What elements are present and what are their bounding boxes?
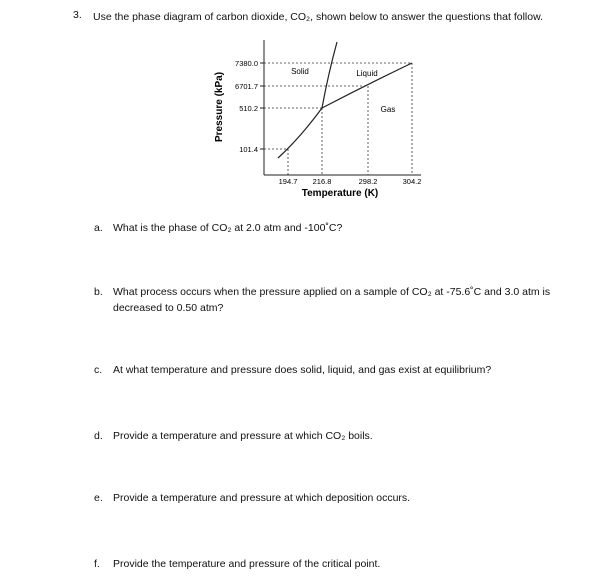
y-axis-title: Pressure (kPa) [214, 71, 225, 143]
subquestion-letter: b. [94, 286, 103, 298]
x-tick-label: 216.8 [312, 177, 332, 186]
x-tick-label: 304.2 [402, 177, 422, 186]
subquestion-text: Provide the temperature and pressure of the critical point. [113, 558, 381, 570]
region-label-gas: Gas [380, 105, 396, 114]
subquestion-text: What is the phase of CO₂ at 2.0 atm and -100˚C? [113, 222, 343, 234]
question-number: 3. [73, 9, 82, 21]
subquestion-text: Provide a temperature and pressure at which CO₂ boils. [113, 430, 373, 442]
subquestion-letter: e. [94, 492, 103, 504]
subquestion-text: What process occurs when the pressure applied on a sample of CO₂ at -75.6˚C and 3.0 atm is decreased to 0.50 atm? [113, 286, 551, 314]
subquestion-letter: a. [94, 222, 103, 234]
region-label-liquid: Liquid [356, 69, 378, 78]
subquestion-letter: d. [94, 430, 103, 442]
subquestion-letter: c. [94, 364, 103, 376]
region-label-solid: Solid [291, 67, 309, 76]
melting-curve [322, 42, 337, 108]
y-tick-label: 6701.7 [235, 82, 258, 91]
subquestion-letter: f. [94, 558, 100, 570]
y-tick-label: 101.4 [239, 145, 258, 154]
x-tick-label: 298.2 [358, 177, 378, 186]
x-axis-title: Temperature (K) [301, 188, 379, 199]
phase-diagram [0, 0, 610, 205]
x-tick-label: 194.7 [278, 177, 298, 186]
subquestion-text: At what temperature and pressure does solid, liquid, and gas exist at equilibrium? [113, 364, 492, 376]
subquestion-text: Provide a temperature and pressure at which deposition occurs. [113, 492, 411, 504]
question-intro: Use the phase diagram of carbon dioxide, CO₂, shown below to answer the questions that follow. [93, 11, 543, 23]
y-tick-label: 510.2 [239, 104, 258, 113]
sublimation-curve [278, 108, 322, 158]
y-tick-label: 7380.0 [235, 59, 258, 68]
